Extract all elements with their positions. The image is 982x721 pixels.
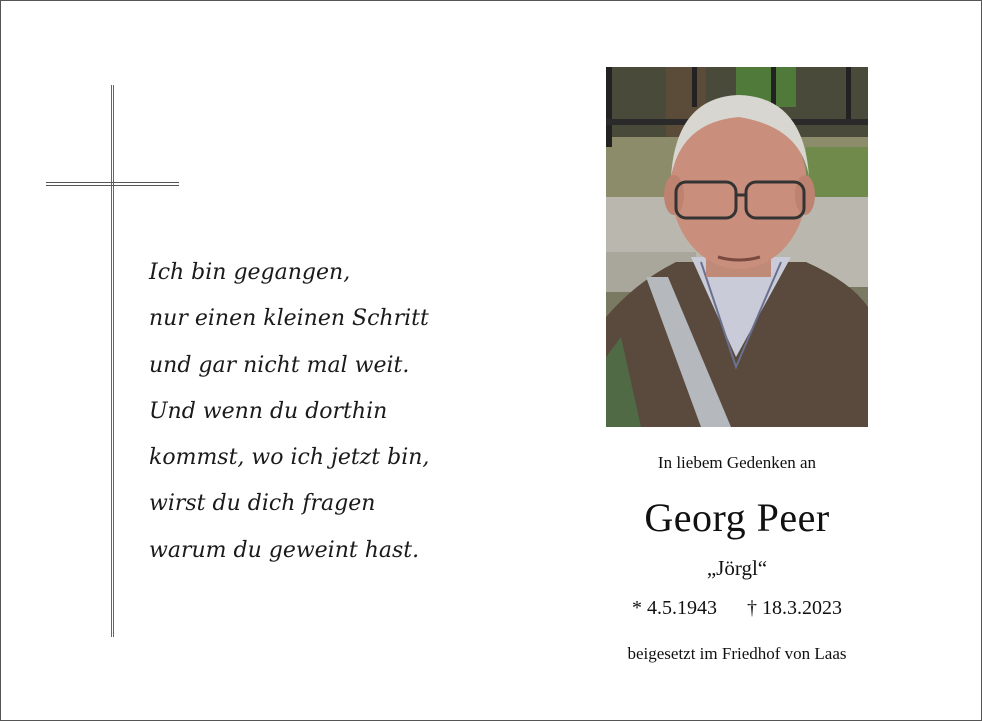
portrait-photo [606, 67, 868, 427]
memorial-intro: In liebem Gedenken an [657, 453, 817, 472]
cross-vertical-bar [111, 85, 114, 637]
burial-note: beigesetzt im Friedhof von Laas [627, 644, 847, 663]
poem-line: Ich bin gegangen, [149, 260, 351, 285]
poem-line: Und wenn du dorthin [149, 398, 388, 424]
poem-line: wirst du dich fragen [149, 491, 376, 517]
poem-line: nur einen kleinen Schritt [149, 306, 429, 332]
poem-line: kommst, wo ich jetzt bin, [149, 445, 430, 471]
birth-date: * 4.5.1943 [632, 597, 717, 619]
poem [149, 256, 429, 580]
poem-line: warum du geweint hast. [149, 537, 420, 563]
deceased-name: Georg Peer [644, 495, 830, 540]
death-date: † 18.3.2023 [747, 597, 842, 619]
cross-horizontal-bar [46, 182, 179, 186]
poem-line: und gar nicht mal weit. [149, 352, 410, 378]
nickname: „Jörgl“ [706, 556, 768, 580]
life-dates [603, 597, 871, 620]
